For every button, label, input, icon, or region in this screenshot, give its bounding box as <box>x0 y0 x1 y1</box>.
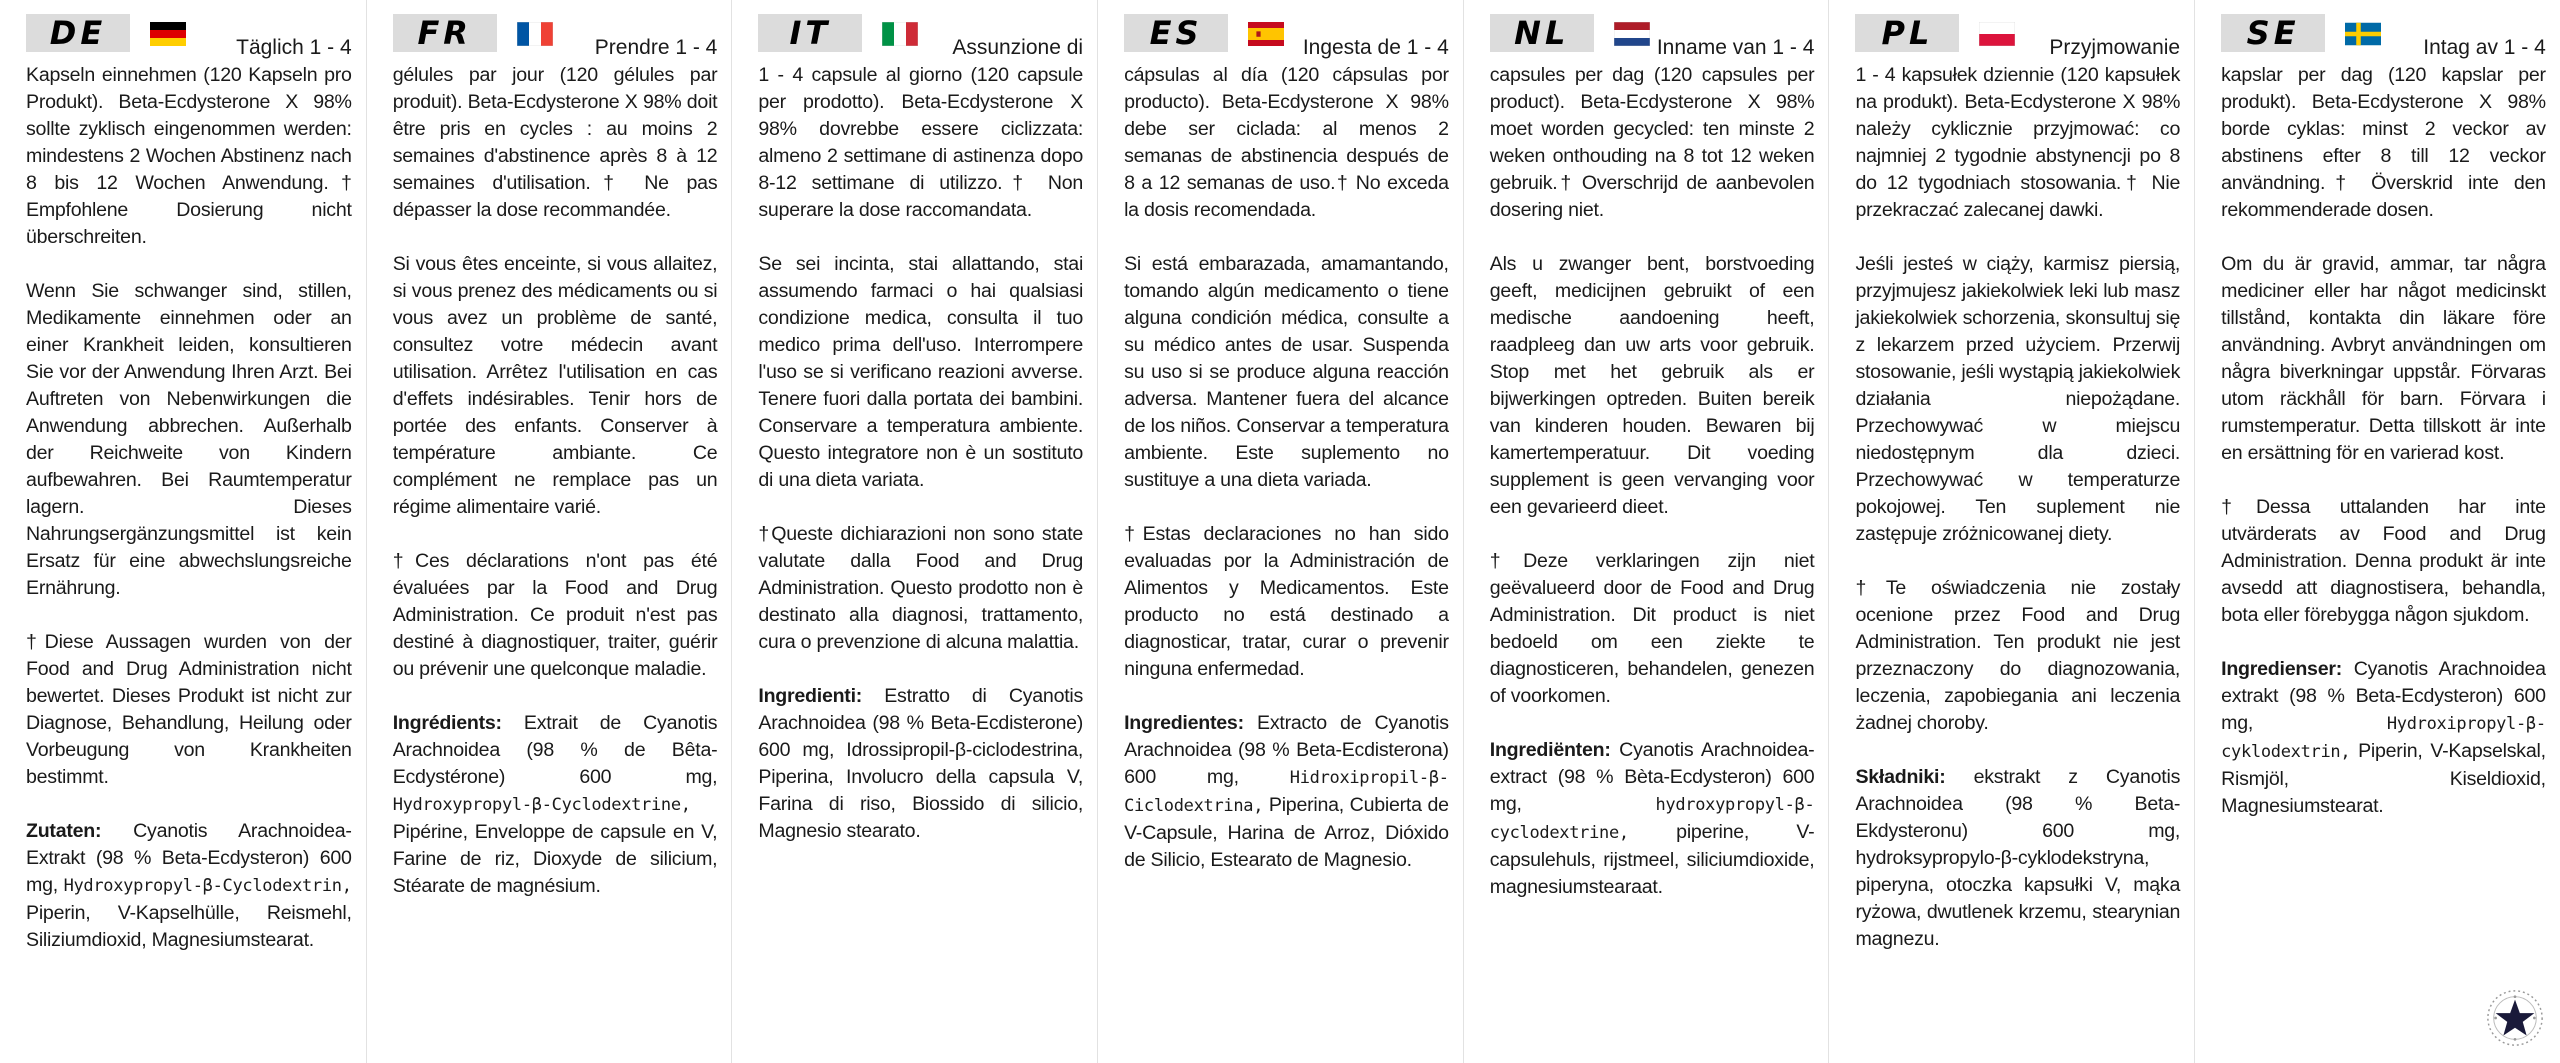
language-code-badge: SE <box>2221 14 2325 52</box>
ingredients-mono-text: Hydroxypropyl-β-Cyclodextrin, <box>63 876 352 896</box>
dosage-intro: Ingesta de 1 - 4 <box>1302 36 1449 59</box>
ingredients-label: Ingredienser: <box>2221 658 2343 680</box>
disclaimer-paragraph: †Deze verklaringen zijn niet geëvalueerd door de Food and Drug Administration. Dit product is niet bedoeld om een ziekte te diagnosticeren, behandelen, genezen of voorkomen. <box>1489 550 1815 707</box>
language-code-badge: NL <box>1490 14 1594 52</box>
ingredients-mono-text: Hidroxipropil-β-Ciclodextrina, <box>1124 768 1449 816</box>
usage-paragraph: Kapseln einnehmen (120 Kapseln pro Produkt). Beta-Ecdysterone X 98% sollte zyklisch eingenommen werden: mindestens 2 Wochen Abstinenz nach 8 bis 12 Wochen Anwendung.† Empfohlene Dosierung nicht überschreiten. <box>26 64 352 248</box>
dosage-intro: Przyjmowanie <box>2049 36 2181 59</box>
column-se <box>2194 0 2560 1063</box>
star-seal-icon <box>2484 987 2546 1049</box>
language-header <box>1124 14 1449 60</box>
column-nl <box>1463 0 1829 1063</box>
language-header <box>26 14 352 60</box>
column-fr <box>366 0 732 1063</box>
label-text <box>393 62 718 900</box>
warning-paragraph: Als u zwanger bent, borstvoeding geeft, medicijnen gebruikt of een medische aandoening heeft, raadpleeg dan uw arts voor gebruik. Stop met het gebruik als er bijwerkingen optreden. Buiten bereik van kinderen houden. Bewaren bij kamertemperatuur. Dit voeding supplement is geen vervanging voor een gevarieerd dieet. <box>1489 253 1815 518</box>
disclaimer-paragraph: †Diese Aussagen wurden von der Food and Drug Administration nicht bewertet. Dieses Produkt ist nicht zur Diagnose, Behandlung, Heilung oder Vorbeugung von Krankheiten bestimmt. <box>26 631 352 788</box>
flag-netherlands-icon <box>1614 22 1650 46</box>
usage-paragraph: kapslar per dag (120 kapslar per produkt). Beta-Ecdysterone X 98% borde cyklas: minst 2 veckor av abstinens efter 8 till 12 veckor användning.† Överskrid inte den rekommenderade dosen. <box>2221 64 2546 221</box>
ingredients-text: Estratto di Cyanotis Arachnoidea (98 % Beta-Ecdisterone) 600 mg, Idrossipropil-β-ciclodestrina, Piperina, Involucro della capsula V, Farina di riso, Biossido di silicio, Magnesio stearato. <box>758 685 1084 842</box>
usage-paragraph: 1 - 4 capsule al giorno (120 capsule per prodotto). Beta-Ecdysterone X 98% dovrebbe essere ciclizzata: almeno 2 settimane di astinenza dopo 8-12 settimane di utilizzo.† Non superare la dose raccomandata. <box>758 64 1084 221</box>
dosage-intro: Intag av 1 - 4 <box>2423 36 2546 59</box>
language-header <box>2221 14 2546 60</box>
ingredients-label: Składniki: <box>1855 766 1946 788</box>
ingredients-text: Extrait de Cyanotis Arachnoidea (98 % de Bêta-Ecdystérone) 600 mg, <box>392 712 718 788</box>
ingredients-text: ekstrakt z Cyanotis Arachnoidea (98 % Beta-Ekdysteronu) 600 mg, hydroksypropylo-β-cyklodekstryna, piperyna, otoczka kapsułki V, mąka ryżowa, dwutlenek krzemu, stearynian magnezu. <box>1855 766 2181 950</box>
language-header <box>393 14 718 60</box>
disclaimer-paragraph: †Dessa uttalanden har inte utvärderats av Food and Drug Administration. Denna produkt är inte avsedd att diagnostisera, behandla, bota eller förebygga någon sjukdom. <box>2221 496 2546 626</box>
warning-paragraph: Om du är gravid, ammar, tar några mediciner eller har något medicinskt tillstånd, kontakta din läkare före användning. Avbryt användningen om några biverkningar uppstår. Förvaras utom räckhåll för barn. Förvara i rumstemperatur. Detta tillskott är inte en ersättning för en varierad kost. <box>2221 253 2546 464</box>
flag-germany-icon <box>150 22 186 46</box>
ingredients-paragraph <box>758 683 1083 845</box>
disclaimer-paragraph: †Ces déclarations n'ont pas été évaluées par la Food and Drug Administration. Ce produit n'est pas destiné à diagnostiquer, traiter, guérir ou prévenir une quelconque maladie. <box>392 550 718 680</box>
ingredients-label: Ingredientes: <box>1124 712 1244 734</box>
column-pl <box>1828 0 2194 1063</box>
dosage-intro: Täglich 1 - 4 <box>236 36 352 59</box>
ingredients-label: Zutaten: <box>26 820 102 842</box>
disclaimer-paragraph: †Te oświadczenia nie zostały ocenione przez Food and Drug Administration. Ten produkt nie jest przeznaczony do diagnozowania, leczenia, zapobiegania ani leczenia żadnej choroby. <box>1855 577 2181 734</box>
label-text <box>1855 62 2180 953</box>
ingredients-mono-text: hydroxypropyl-β-cyclodextrine, <box>1489 795 1815 843</box>
dosage-intro: Prendre 1 - 4 <box>594 36 718 59</box>
ingredients-text-end: Piperina, Cubierta de V-Capsule, Harina de Arroz, Dióxido de Silicio, Estearato de Magnesio. <box>1124 794 1449 871</box>
warning-paragraph: Se sei incinta, stai allattando, stai assumendo farmaci o hai qualsiasi condizione medica, consulta il tuo medico prima dell'uso. Interrompere l'uso se si verificano reazioni avverse. Tenere fuori dalla portata dei bambini. Conservare a temperatura ambiente. Questo integratore non è un sostituto di una dieta variata. <box>758 253 1084 491</box>
ingredients-mono-text: Hydroxypropyl-β-Cyclodextrine, <box>392 795 691 815</box>
flag-sweden-icon <box>2345 22 2381 46</box>
label-text <box>1124 62 1449 874</box>
ingredients-label: Ingredienti: <box>758 685 863 707</box>
column-de <box>0 0 366 1063</box>
disclaimer-paragraph: †Queste dichiarazioni non sono state valutate dalla Food and Drug Administration. Questo prodotto non è destinato alla diagnosi, trattamento, cura o prevenzione di alcuna malattia. <box>758 523 1084 653</box>
flag-poland-icon <box>1979 22 2015 46</box>
warning-paragraph: Si está embarazada, amamantando, tomando algún medicamento o tiene alguna condición médica, consulte a su médico antes de usar. Suspenda su uso si se produce alguna reacción adversa. Mantener fuera del alcance de los niños. Conservar a temperatura ambiente. Este suplemento no sustituye a una dieta variada. <box>1124 253 1449 491</box>
ingredients-text-end: Pipérine, Enveloppe de capsule en V, Farine de riz, Dioxyde de silicium, Stéarate de magnésium. <box>392 821 718 897</box>
ingredients-text-end: Piperin, V-Kapselhülle, Reismehl, Siliziumdioxid, Magnesiumstearat. <box>26 902 352 951</box>
label-text <box>758 62 1083 845</box>
language-code-badge: DE <box>26 14 130 52</box>
warning-paragraph: Jeśli jesteś w ciąży, karmisz piersią, przyjmujesz jakiekolwiek leki lub masz jakiekolwiek schorzenia, skonsultuj się z lekarzem przed użyciem. Przerwij stosowanie, jeśli wystąpią jakiekolwiek działania niepożądane. Przechowywać w miejscu niedostępnym dla dzieci. Przechowywać w temperaturze pokojowej. Ten suplement nie zastępuje zróżnicowanej diety. <box>1855 253 2181 545</box>
language-code-badge: FR <box>393 14 497 52</box>
ingredients-text-end: Piperin, V-Kapselskal, Rismjöl, Kiseldioxid, Magnesiumstearat. <box>2221 740 2546 817</box>
language-code-badge: IT <box>758 14 862 52</box>
label-text <box>26 62 352 954</box>
ingredients-paragraph <box>2221 656 2546 820</box>
ingredients-mono-text: Hydroxipropyl-β-cyklodextrin, <box>2221 714 2546 762</box>
label-text <box>2221 62 2546 820</box>
ingredients-text: Cyanotis Arachnoidea-extract (98 % Bèta-Ecdysteron) 600 mg, <box>1489 739 1815 815</box>
column-it <box>731 0 1097 1063</box>
ingredients-label: Ingrediënten: <box>1489 739 1611 761</box>
dosage-intro: Assunzione di <box>952 36 1084 59</box>
usage-paragraph: gélules par jour (120 gélules par produit). Beta-Ecdysterone X 98% doit être pris en cycles : au moins 2 semaines d'abstinence après 8 à 12 semaines d'utilisation.† Ne pas dépasser la dose recommandée. <box>392 64 718 221</box>
ingredients-paragraph <box>1124 710 1449 874</box>
language-header <box>758 14 1083 60</box>
language-header <box>1490 14 1815 60</box>
ingredients-paragraph <box>26 818 352 954</box>
usage-paragraph: 1 - 4 kapsułek dziennie (120 kapsułek na produkt). Beta-Ecdysterone X 98% należy cyklicznie przyjmować: co najmniej 2 tygodnie abstynencji po 8 do 12 tygodniach stosowania.† Nie przekraczać zalecanej dawki. <box>1855 64 2181 221</box>
ingredients-paragraph <box>1490 737 1815 901</box>
ingredients-text: Cyanotis Arachnoidea-Extrakt (98 % Beta-Ecdysteron) 600 mg, <box>26 820 352 896</box>
language-code-badge: PL <box>1855 14 1959 52</box>
warning-paragraph: Wenn Sie schwanger sind, stillen, Medikamente einnehmen oder an einer Krankheit leiden, konsultieren Sie vor der Anwendung Ihren Arzt. Bei Auftreten von Nebenwirkungen die Anwendung abbrechen. Außerhalb der Reichweite von Kindern aufbewahren. Bei Raumtemperatur lagern. Dieses Nahrungsergänzungsmittel ist kein Ersatz für eine abwechslungsreiche Ernährung. <box>26 280 352 599</box>
ingredients-paragraph <box>393 710 718 900</box>
ingredients-paragraph <box>1855 764 2180 953</box>
ingredients-label: Ingrédients: <box>392 712 502 734</box>
label-text <box>1490 62 1815 901</box>
flag-spain-icon <box>1248 22 1284 46</box>
usage-paragraph: capsules per dag (120 capsules per product). Beta-Ecdysterone X 98% moet worden gecycled: ten minste 2 weken onthouding na 8 tot 12 weken gebruik.† Overschrijd de aanbevolen dosering niet. <box>1489 64 1815 221</box>
flag-italy-icon <box>882 22 918 46</box>
language-code-badge: ES <box>1124 14 1228 52</box>
warning-paragraph: Si vous êtes enceinte, si vous allaitez, si vous prenez des médicaments ou si vous avez un problème de santé, consultez votre médecin avant utilisation. Arrêtez l'utilisation en cas d'effets indésirables. Tenir hors de portée des enfants. Conserver à température ambiante. Ce complément ne remplace pas un régime alimentaire varié. <box>392 253 718 518</box>
disclaimer-paragraph: †Estas declaraciones no han sido evaluadas por la Administración de Alimentos y Medicamentos. Este producto no está destinado a diagnosticar, tratar, curar o prevenir ninguna enfermedad. <box>1124 523 1449 680</box>
usage-paragraph: cápsulas al día (120 cápsulas por producto). Beta-Ecdysterone X 98% debe ser ciclada: al menos 2 semanas de abstinencia después de 8 a 12 semanas de uso.† No exceda la dosis recomendada. <box>1124 64 1449 221</box>
dosage-intro: Inname van 1 - 4 <box>1656 36 1815 59</box>
flag-france-icon <box>517 22 553 46</box>
ingredients-text-end: piperine, V-capsulehuls, rijstmeel, siliciumdioxide, magnesiumstearaat. <box>1489 821 1815 898</box>
ingredients-text: Cyanotis Arachnoidea extrakt (98 % Beta-Ecdysteron) 600 mg, <box>2221 658 2546 734</box>
language-header <box>1855 14 2180 60</box>
column-es <box>1097 0 1463 1063</box>
ingredients-text: Extracto de Cyanotis Arachnoidea (98 % Beta-Ecdisterona) 600 mg, <box>1124 712 1449 788</box>
